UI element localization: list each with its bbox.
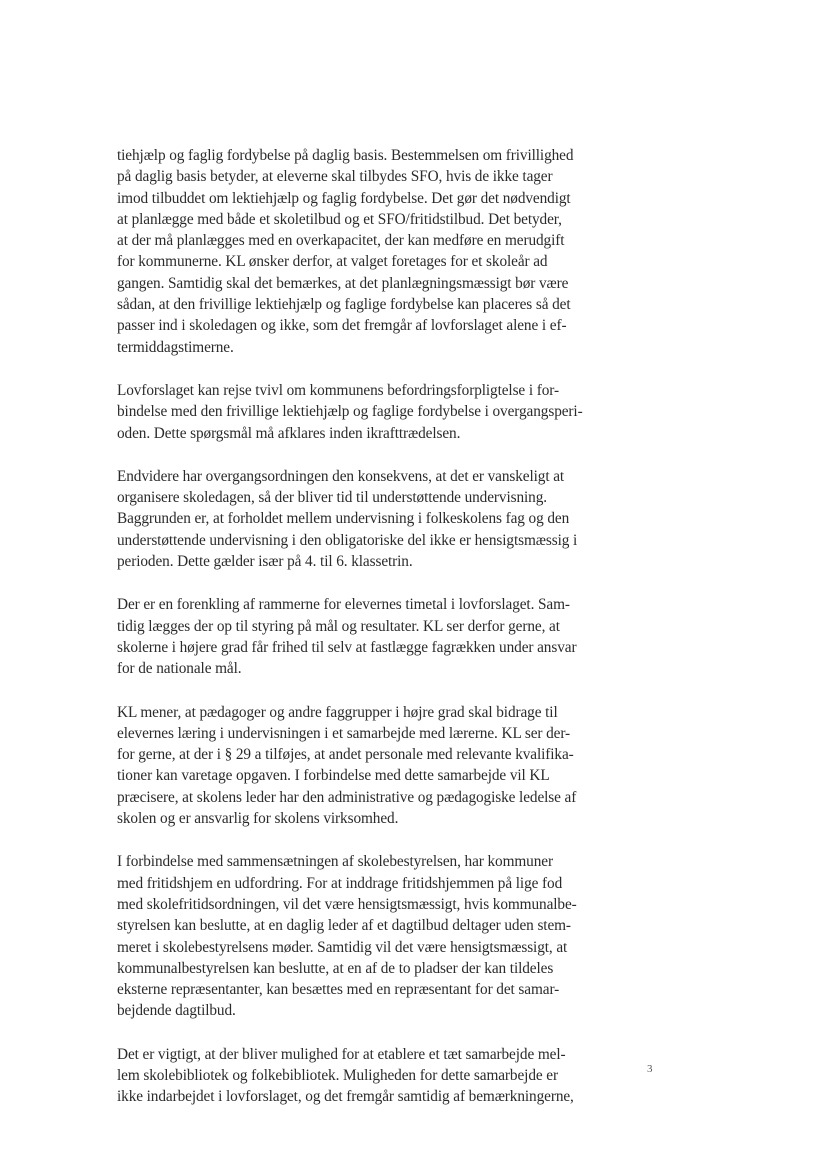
text-line: på daglig basis betyder, at eleverne skal tilbydes SFO, hvis de ikke tager	[117, 168, 553, 186]
page-number: 3	[647, 1063, 653, 1075]
text-line: Der er en forenkling af rammerne for elevernes timetal i lovforslaget. Sam-	[117, 596, 570, 614]
text-line: kommunalbestyrelsen kan beslutte, at en af de to pladser der kan tildeles	[117, 959, 554, 977]
paragraph-6	[117, 851, 617, 1021]
text-line: I forbindelse med sammensætningen af skolebestyrelsen, har kommuner	[117, 853, 553, 871]
text-line: bejdende dagtilbud.	[117, 1002, 236, 1020]
document-body	[117, 145, 617, 1130]
text-line: for de nationale mål.	[117, 660, 242, 678]
text-line: lem skolebibliotek og folkebibliotek. Muligheden for dette samarbejde er	[117, 1066, 558, 1084]
text-line: sådan, at den frivillige lektiehjælp og faglige fordybelse kan placeres så det	[117, 296, 571, 314]
text-line: understøttende undervisning i den obligatoriske del ikke er hensigtsmæssig i	[117, 531, 578, 549]
text-line: skolerne i højere grad får frihed til selv at fastlægge fagrækken under ansvar	[117, 638, 577, 656]
text-line: eksterne repræsentanter, kan besættes med en repræsentant for det samar-	[117, 981, 560, 999]
text-line: ikke indarbejdet i lovforslaget, og det fremgår samtidig af bemærkningerne,	[117, 1088, 574, 1106]
text-line: at der må planlægges med en overkapacitet, der kan medføre en merudgift	[117, 232, 565, 250]
paragraph-3	[117, 466, 617, 572]
text-line: Baggrunden er, at forholdet mellem undervisning i folkeskolens fag og den	[117, 510, 570, 528]
text-line: tioner kan varetage opgaven. I forbindelse med dette samarbejde vil KL	[117, 767, 550, 785]
text-line: Det er vigtigt, at der bliver mulighed for at etablere et tæt samarbejde mel-	[117, 1045, 566, 1063]
text-line: oden. Dette spørgsmål må afklares inden ikrafttrædelsen.	[117, 424, 461, 442]
paragraph-5	[117, 702, 617, 830]
text-line: for gerne, at der i § 29 a tilføjes, at andet personale med relevante kvalifika-	[117, 746, 574, 764]
paragraph-4	[117, 594, 617, 679]
text-line: Lovforslaget kan rejse tvivl om kommunens befordringsforpligtelse i for-	[117, 381, 559, 399]
text-line: organisere skoledagen, så der bliver tid til understøttende undervisning.	[117, 489, 547, 507]
text-line: for kommunerne. KL ønsker derfor, at valget foretages for et skoleår ad	[117, 253, 548, 271]
text-line: perioden. Dette gælder især på 4. til 6. klassetrin.	[117, 553, 413, 571]
text-line: styrelsen kan beslutte, at en daglig leder af et dagtilbud deltager uden stem-	[117, 917, 571, 935]
paragraph-1	[117, 145, 617, 358]
text-line: skolen og er ansvarlig for skolens virksomhed.	[117, 810, 399, 828]
paragraph-7	[117, 1044, 617, 1108]
text-line: med fritidshjem en udfordring. For at inddrage fritidshjemmen på lige fod	[117, 874, 563, 892]
text-line: med skolefritidsordningen, vil det være hensigtsmæssigt, hvis kommunalbe-	[117, 895, 577, 913]
text-line: elevernes læring i undervisningen i et samarbejde med lærerne. KL ser der-	[117, 724, 571, 742]
text-line: præcisere, at skolens leder har den administrative og pædagogiske ledelse af	[117, 788, 577, 806]
text-line: gangen. Samtidig skal det bemærkes, at det planlægningsmæssigt bør være	[117, 274, 569, 292]
text-line: tidig lægges der op til styring på mål og resultater. KL ser derfor gerne, at	[117, 617, 560, 635]
text-line: tiehjælp og faglig fordybelse på daglig basis. Bestemmelsen om frivillighed	[117, 147, 574, 164]
text-line: at planlægge med både et skoletilbud og et SFO/fritidstilbud. Det betyder,	[117, 210, 562, 228]
text-line: Endvidere har overgangsordningen den konsekvens, at det er vanskeligt at	[117, 467, 565, 485]
text-line: passer ind i skoledagen og ikke, som det fremgår af lovforslaget alene i ef-	[117, 317, 567, 335]
text-line: termiddagstimerne.	[117, 338, 234, 356]
text-line: imod tilbuddet om lektiehjælp og faglig fordybelse. Det gør det nødvendigt	[117, 189, 571, 207]
paragraph-2	[117, 380, 617, 444]
text-line: bindelse med den frivillige lektiehjælp og faglige fordybelse i overgangsperi-	[117, 403, 583, 421]
text-line: KL mener, at pædagoger og andre faggrupper i højre grad skal bidrage til	[117, 703, 558, 721]
text-line: meret i skolebestyrelsens møder. Samtidig vil det være hensigtsmæssigt, at	[117, 938, 568, 956]
